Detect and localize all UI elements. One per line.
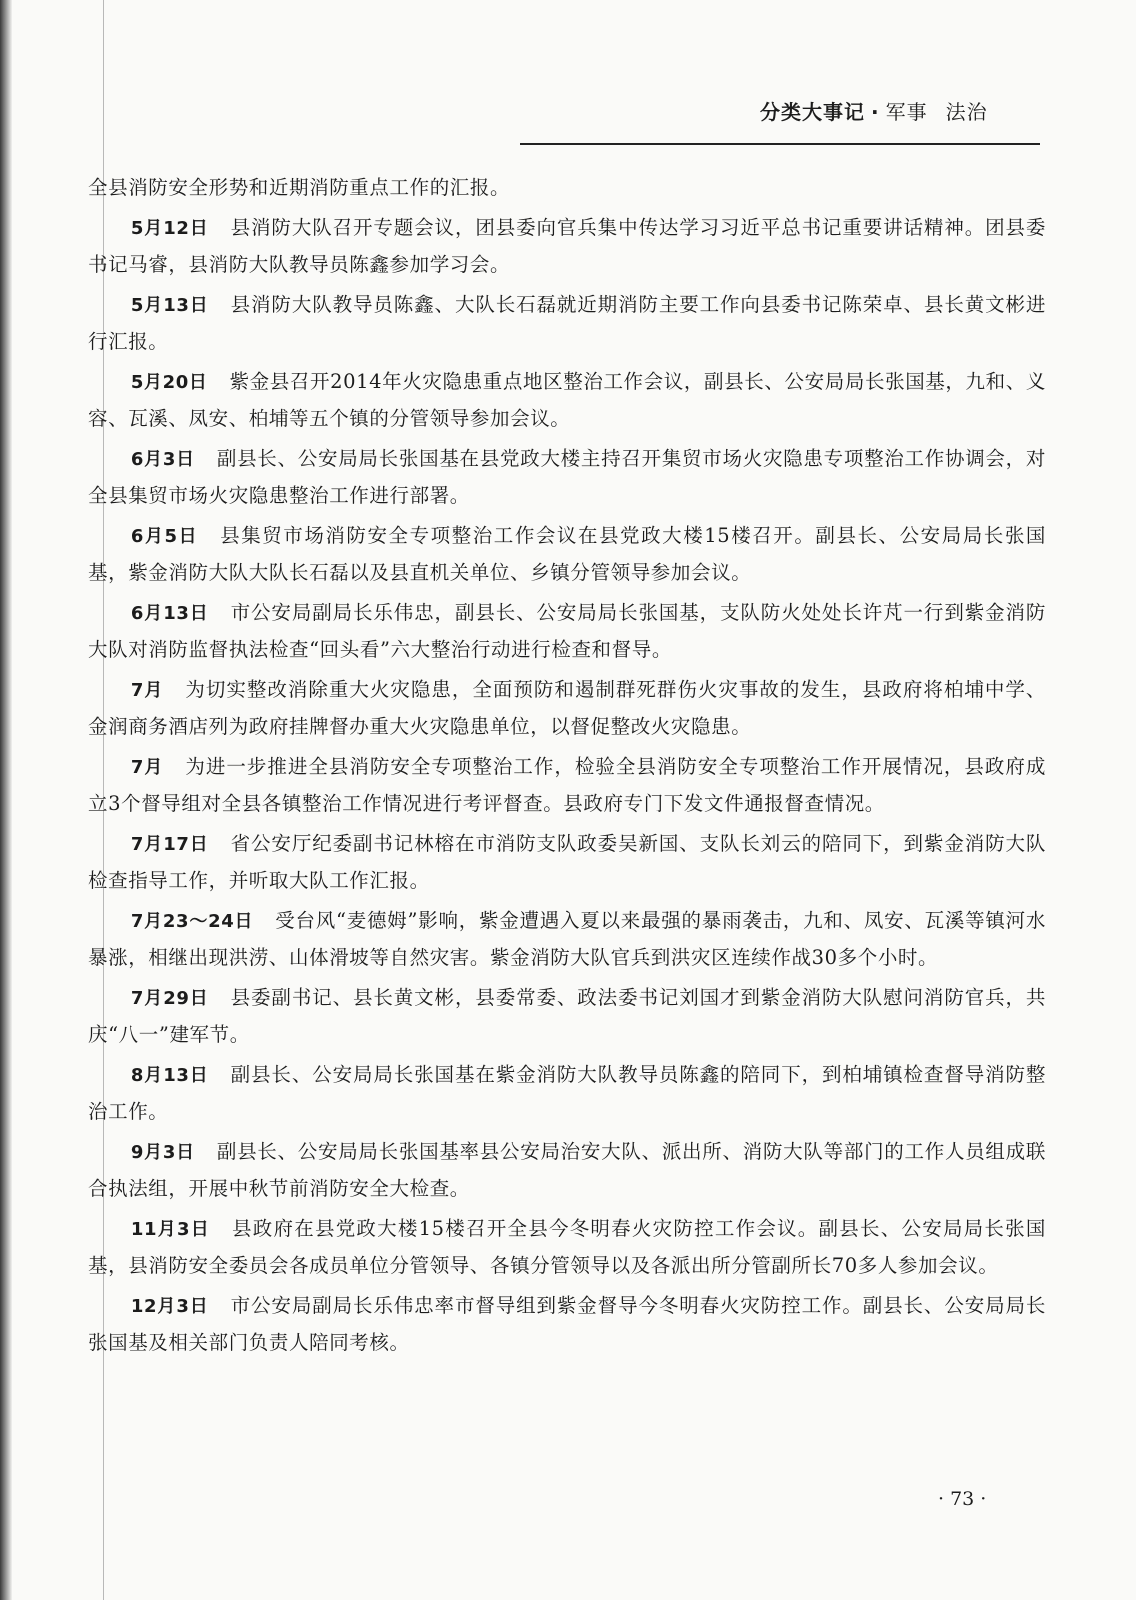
header-separator: · (871, 100, 880, 124)
entry-text: 为进一步推进全县消防安全专项整治工作，检验全县消防安全专项整治工作开展情况，县政府成立3个督导组对全县各镇整治工作情况进行考评督查。县政府专门下发文件通报督查情况。 (88, 754, 1046, 815)
entry-6 (88, 595, 1046, 669)
entry-date: 7月 (130, 756, 164, 778)
entry-15 (88, 1288, 1046, 1362)
page-number: · 73 · (938, 1488, 987, 1510)
running-header (760, 96, 1040, 125)
entry-date: 9月3日 (130, 1141, 195, 1163)
chronicle-body (88, 170, 1046, 1365)
entry-date: 7月17日 (130, 833, 209, 855)
entry-12 (88, 1057, 1046, 1131)
entry-text: 副县长、公安局局长张国基在县党政大楼主持召开集贸市场火灾隐患专项整治工作协调会，对全县集贸市场火灾隐患整治工作进行部署。 (88, 446, 1046, 507)
entry-text: 县集贸市场消防安全专项整治工作会议在县党政大楼15楼召开。副县长、公安局局长张国基，紫金消防大队大队长石磊以及县直机关单位、乡镇分管领导参加会议。 (88, 523, 1046, 584)
entry-text: 市公安局副局长乐伟忠，副县长、公安局局长张国基，支队防火处处长许芃一行到紫金消防大队对消防监督执法检查“回头看”六大整治行动进行检查和督导。 (88, 600, 1046, 661)
entry-date: 5月12日 (130, 217, 209, 239)
entry-text: 县政府在县党政大楼15楼召开全县今冬明春火灾防控工作会议。副县长、公安局局长张国基，县消防安全委员会各成员单位分管领导、各镇分管领导以及各派出所分管副所长70多人参加会议。 (88, 1216, 1046, 1277)
header-section: 分类大事记 (760, 100, 865, 124)
entry-text: 紫金县召开2014年火灾隐患重点地区整治工作会议，副县长、公安局局长张国基，九和、义容、瓦溪、凤安、柏埔等五个镇的分管领导参加会议。 (88, 369, 1046, 430)
entry-date: 6月13日 (130, 602, 209, 624)
entry-11 (88, 980, 1046, 1054)
entry-3 (88, 364, 1046, 438)
entry-14 (88, 1211, 1046, 1285)
entry-date: 8月13日 (130, 1064, 209, 1086)
entry-text: 省公安厅纪委副书记林榕在市消防支队政委吴新国、支队长刘云的陪同下，到紫金消防大队检查指导工作，并听取大队工作汇报。 (88, 831, 1046, 892)
entry-1 (88, 210, 1046, 284)
header-sub-law: 法治 (945, 100, 988, 124)
entry-8 (88, 749, 1046, 823)
entry-date: 7月 (130, 679, 164, 701)
scan-edge (0, 0, 12, 1600)
entry-text: 副县长、公安局局长张国基在紫金消防大队教导员陈鑫的陪同下，到柏埔镇检查督导消防整治工作。 (88, 1062, 1046, 1123)
entry-date: 6月3日 (130, 448, 195, 470)
entry-text: 副县长、公安局局长张国基率县公安局治安大队、派出所、消防大队等部门的工作人员组成联合执法组，开展中秋节前消防安全大检查。 (88, 1139, 1046, 1200)
entry-date: 5月13日 (130, 294, 209, 316)
header-sub-military: 军事 (885, 100, 928, 124)
entry-date: 5月20日 (130, 371, 208, 393)
entry-text: 全县消防安全形势和近期消防重点工作的汇报。 (88, 176, 511, 199)
entry-text: 受台风“麦德姆”影响，紫金遭遇入夏以来最强的暴雨袭击，九和、凤安、瓦溪等镇河水暴涨，相继出现洪涝、山体滑坡等自然灾害。紫金消防大队官兵到洪灾区连续作战30多个小时。 (88, 908, 1046, 969)
entry-4 (88, 441, 1046, 515)
header-rule (520, 143, 1040, 145)
entry-date: 7月23～24日 (130, 910, 254, 932)
entry-10 (88, 903, 1046, 977)
entry-text: 县委副书记、县长黄文彬，县委常委、政法委书记刘国才到紫金消防大队慰问消防官兵，共庆“八一”建军节。 (88, 985, 1046, 1046)
entry-date: 6月5日 (130, 525, 199, 547)
entry-7 (88, 672, 1046, 746)
entry-date: 7月29日 (130, 987, 209, 1009)
entry-date: 11月3日 (130, 1218, 211, 1240)
entry-5 (88, 518, 1046, 592)
entry-text: 县消防大队召开专题会议，团县委向官兵集中传达学习习近平总书记重要讲话精神。团县委书记马睿，县消防大队教导员陈鑫参加学习会。 (88, 215, 1046, 276)
entry-date: 12月3日 (130, 1295, 209, 1317)
entry-13 (88, 1134, 1046, 1208)
entry-text: 为切实整改消除重大火灾隐患，全面预防和遏制群死群伤火灾事故的发生，县政府将柏埔中学、金润商务酒店列为政府挂牌督办重大火灾隐患单位，以督促整改火灾隐患。 (88, 677, 1046, 738)
entry-0 (88, 170, 1046, 207)
entry-text: 县消防大队教导员陈鑫、大队长石磊就近期消防主要工作向县委书记陈荣卓、县长黄文彬进行汇报。 (88, 292, 1046, 353)
entry-text: 市公安局副局长乐伟忠率市督导组到紫金督导今冬明春火灾防控工作。副县长、公安局局长张国基及相关部门负责人陪同考核。 (88, 1293, 1046, 1354)
entry-9 (88, 826, 1046, 900)
entry-2 (88, 287, 1046, 361)
